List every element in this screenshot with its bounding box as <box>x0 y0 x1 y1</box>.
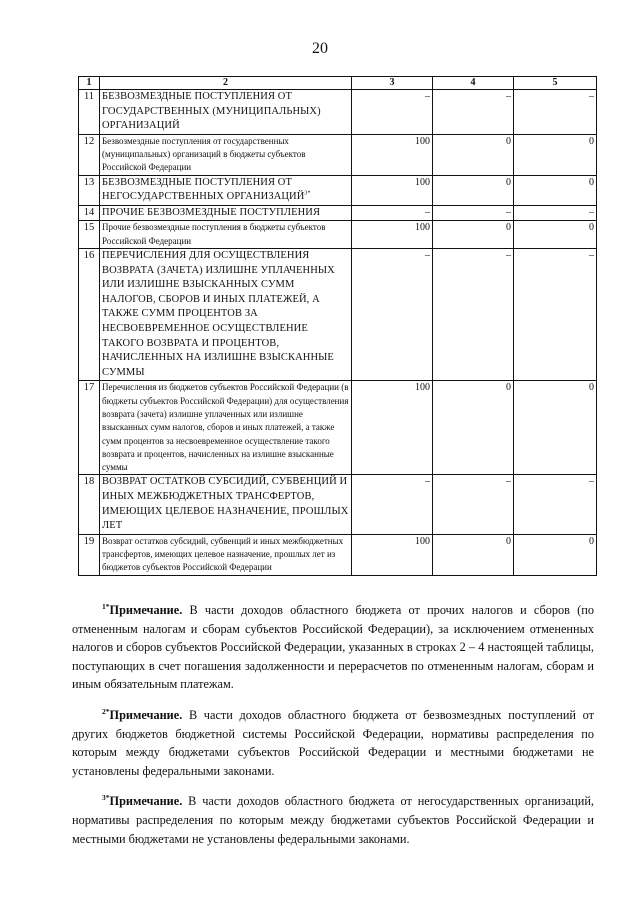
value-col-3: 100 <box>352 221 433 249</box>
header-col-3: 3 <box>352 77 433 90</box>
note-mark: 3* <box>102 793 110 803</box>
row-name <box>100 205 352 221</box>
row-name <box>100 221 352 249</box>
row-name-text: Возврат остатков субсидий, субвенций и иных межбюджетных трансфертов, имеющих целевое назначение, прошлых лет из бюджетов субъектов Российской Федерации <box>102 535 344 573</box>
table-row <box>79 475 597 534</box>
table-row <box>79 221 597 249</box>
budget-table <box>78 76 597 576</box>
row-name-text: Безвозмездные поступления от государственных (муниципальных) организаций в бюджеты субъектов Российской Федерации <box>102 135 306 173</box>
header-col-2: 2 <box>100 77 352 90</box>
row-number: 11 <box>79 90 100 135</box>
table-row <box>79 381 597 475</box>
note-text: В части доходов областного бюджета от негосударственных организаций, нормативы распределения по которым между бюджетами субъектов Российской Федерации и местными бюджетами не установлены федеральными законами. <box>72 794 594 846</box>
value-col-3: 100 <box>352 381 433 475</box>
value-col-5: – <box>514 205 597 221</box>
value-col-3: – <box>352 249 433 381</box>
table-row <box>79 534 597 575</box>
value-col-3: 100 <box>352 534 433 575</box>
row-name-text: ПРОЧИЕ БЕЗВОЗМЕЗДНЫЕ ПОСТУПЛЕНИЯ <box>102 206 321 218</box>
value-col-5: 0 <box>514 221 597 249</box>
row-name-text: Перечисления из бюджетов субъектов Российской Федерации (в бюджеты субъектов Российской Федерации) для осуществления возврата (зачета) излишне уплаченных или излишне взысканных сумм налогов, сборов и иных платежей, а также сумм процентов за несвоевременное осуществление такого возврата и процентов, начисленных на излишне взысканные суммы <box>102 382 349 473</box>
value-col-5: 0 <box>514 134 597 175</box>
note-label: Примечание. <box>109 707 183 722</box>
value-col-5: – <box>514 90 597 135</box>
row-name-text: ВОЗВРАТ ОСТАТКОВ СУБСИДИЙ, СУБВЕНЦИЙ И ИНЫХ МЕЖБЮДЖЕТНЫХ ТРАНСФЕРТОВ, ИМЕЮЩИХ ЦЕЛЕВОЕ НАЗНАЧЕНИЕ, ПРОШЛЫХ ЛЕТ <box>102 476 349 532</box>
row-name <box>100 381 352 475</box>
note-paragraph <box>72 598 594 694</box>
note-label: Примечание. <box>109 794 183 809</box>
value-col-3: 100 <box>352 175 433 205</box>
row-name-text: Прочие безвозмездные поступления в бюджеты субъектов Российской Федерации <box>102 222 326 246</box>
row-number: 12 <box>79 134 100 175</box>
row-name-text: БЕЗВОЗМЕЗДНЫЕ ПОСТУПЛЕНИЯ ОТ ГОСУДАРСТВЕННЫХ (МУНИЦИПАЛЬНЫХ) ОРГАНИЗАЦИЙ <box>102 91 321 132</box>
row-name <box>100 175 352 205</box>
table-body <box>79 90 597 576</box>
value-col-5: – <box>514 475 597 534</box>
note-mark: 1* <box>102 602 110 611</box>
header-col-5: 5 <box>514 77 597 90</box>
row-number: 18 <box>79 475 100 534</box>
notes-section <box>72 598 594 857</box>
row-name <box>100 475 352 534</box>
row-name <box>100 249 352 381</box>
value-col-4: 0 <box>433 221 514 249</box>
row-number: 19 <box>79 534 100 575</box>
note-text: В части доходов областного бюджета от безвозмездных поступлений от других бюджетов бюджетной системы Российской Федерации, нормативы распределения по которым между бюджетами субъектов Российской Федерации и местными бюджетами не установлены федеральными законами. <box>72 707 594 778</box>
footnote-mark: 3* <box>304 190 311 197</box>
table-row <box>79 175 597 205</box>
row-number: 15 <box>79 221 100 249</box>
value-col-5: 0 <box>514 175 597 205</box>
note-paragraph <box>72 789 594 848</box>
table-row <box>79 134 597 175</box>
value-col-5: 0 <box>514 534 597 575</box>
value-col-4: – <box>433 475 514 534</box>
row-number: 13 <box>79 175 100 205</box>
value-col-3: – <box>352 90 433 135</box>
value-col-4: 0 <box>433 175 514 205</box>
note-paragraph <box>72 703 594 780</box>
page-number: 20 <box>312 40 328 57</box>
value-col-4: 0 <box>433 534 514 575</box>
table-row <box>79 90 597 135</box>
value-col-4: – <box>433 90 514 135</box>
note-text: В части доходов областного бюджета от прочих налогов и сборов (по отмененным налогам и сборам субъектов Российской Федерации), за исключением отмененных налогов и сборов субъектов Российской Федерации, указанных в строках 2 – 4 настоящей таблицы, поступающих в счет погашения задолженности и перерасчетов по отмененным налогам, сборам и иным обязательным платежам. <box>72 603 594 692</box>
value-col-3: – <box>352 205 433 221</box>
note-label: Примечание. <box>109 603 183 617</box>
value-col-4: – <box>433 249 514 381</box>
row-number: 14 <box>79 205 100 221</box>
value-col-4: 0 <box>433 134 514 175</box>
row-number: 17 <box>79 381 100 475</box>
row-name <box>100 134 352 175</box>
value-col-3: 100 <box>352 134 433 175</box>
table-header-row <box>79 77 597 90</box>
note-mark: 2* <box>102 706 110 716</box>
value-col-4: 0 <box>433 381 514 475</box>
value-col-3: – <box>352 475 433 534</box>
value-col-5: 0 <box>514 381 597 475</box>
value-col-4: – <box>433 205 514 221</box>
table-row <box>79 249 597 381</box>
header-col-4: 4 <box>433 77 514 90</box>
row-name-text: БЕЗВОЗМЕЗДНЫЕ ПОСТУПЛЕНИЯ ОТ НЕГОСУДАРСТВЕННЫХ ОРГАНИЗАЦИЙ <box>102 176 305 203</box>
value-col-5: – <box>514 249 597 381</box>
row-name-text: ПЕРЕЧИСЛЕНИЯ ДЛЯ ОСУЩЕСТВЛЕНИЯ ВОЗВРАТА (ЗАЧЕТА) ИЗЛИШНЕ УПЛАЧЕННЫХ ИЛИ ИЗЛИШНЕ ВЗЫСКАННЫХ СУММ НАЛОГОВ, СБОРОВ И ИНЫХ ПЛАТЕЖЕЙ, А ТАКЖЕ СУММ ПРОЦЕНТОВ ЗА НЕСВОЕВРЕМЕННОЕ ОСУЩЕСТВЛЕНИЕ ТАКОГО ВОЗВРАТА И ПРОЦЕНТОВ, НАЧИСЛЕННЫХ НА ИЗЛИШНЕ ВЗЫСКАННЫЕ СУММЫ <box>102 250 335 378</box>
row-name <box>100 534 352 575</box>
row-name <box>100 90 352 135</box>
row-number: 16 <box>79 249 100 381</box>
table-row <box>79 205 597 221</box>
header-col-1: 1 <box>79 77 100 90</box>
